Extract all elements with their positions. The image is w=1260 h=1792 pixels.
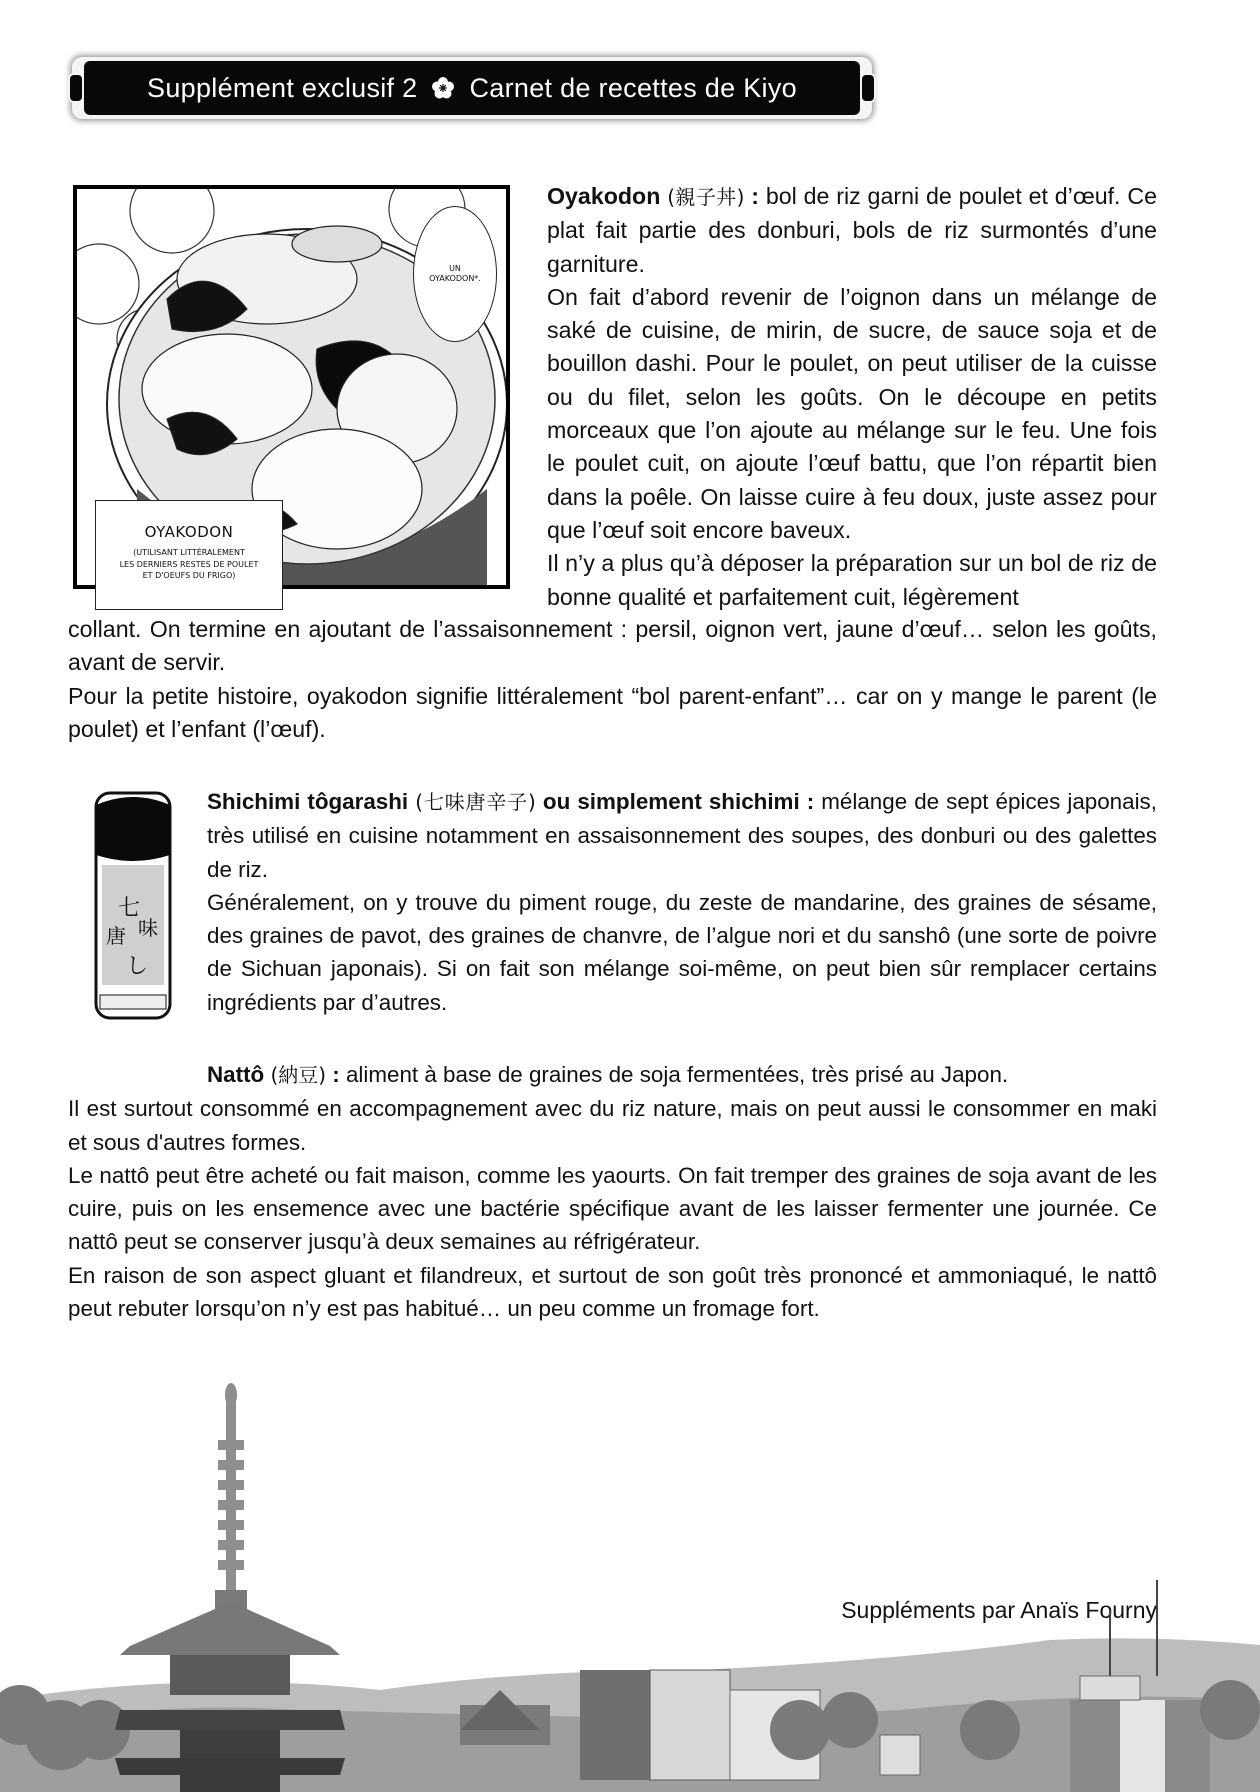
oyakodon-entry (547, 180, 1157, 614)
oyakodon-entry-continued (68, 613, 1157, 746)
shichimi-entry (207, 785, 1157, 1019)
entry-term: Shichimi tôgarashi (207, 789, 409, 814)
entry-kanji: (親子丼) (667, 185, 745, 209)
entry-paragraph: En raison de son aspect gluant et filandreux, et surtout de son goût très prononcé et ammoniaqué, le nattô peut rebuter lorsqu’on n’y est pas habitué… un peu comme un fromage fort. (68, 1262, 1157, 1322)
banner-notch-right (860, 73, 876, 103)
entry-kanji: (納豆) (270, 1063, 327, 1087)
section-title-banner (72, 57, 872, 119)
entry-paragraph: Généralement, on y trouve du piment rouge, du zeste de mandarine, des graines de sésame, des graines de pavot, des graines de chanvre, de l’algue nori et du sanshô (une sorte de poivre de Sichuan japonais). Si on fait son mélange soi-même, on peut bien sûr remplacer certains ingrédients par d’autres. (207, 889, 1157, 1015)
caption-line: ET D'OEUFS DU FRIGO) (142, 571, 236, 581)
entry-paragraph: collant. On termine en ajoutant de l’assaisonnement : persil, oignon vert, jaune d’œuf… selon les goûts, avant de servir. (68, 616, 1157, 676)
panel-caption-box (95, 500, 283, 610)
entry-colon: : (326, 1062, 340, 1087)
entry-term-suffix: ou simplement shichimi (535, 789, 800, 814)
entry-paragraph: Pour la petite histoire, oyakodon signifie littéralement “bol parent-enfant”… car on y mange le parent (le poulet) et l’enfant (l’œuf). (68, 682, 1157, 742)
entry-definition: bol de riz garni de poulet et d’œuf. Ce plat fait partie des donburi, bols de riz surmontés d’une garniture. (547, 183, 1157, 277)
svg-text:し: し (126, 954, 149, 979)
caption-line: LES DERNIERS RESTES DE POULET (119, 559, 259, 569)
entry-term: Nattô (207, 1062, 265, 1087)
entry-term: Oyakodon (547, 183, 661, 209)
entry-colon: : (799, 789, 815, 814)
shichimi-bottle-illustration (88, 785, 178, 1025)
entry-paragraph: Il est surtout consommé en accompagnement avec du riz nature, mais on peut aussi le consommer en maki et sous d'autres formes. (68, 1096, 1157, 1155)
banner-notch-left (68, 73, 84, 103)
svg-text:唐: 唐 (106, 924, 126, 948)
speech-line: UN (449, 263, 461, 273)
entry-definition: aliment à base de graines de soja fermentées, très prisé au Japon. (339, 1062, 1009, 1087)
speech-bubble (413, 206, 497, 342)
banner-content (84, 61, 860, 115)
svg-text:味: 味 (138, 916, 158, 940)
entry-kanji: (七味唐辛子) (415, 790, 536, 814)
entry-paragraph: On fait d’abord revenir de l’oignon dans un mélange de saké de cuisine, de mirin, de sucre, de sauce soja et de bouillon dashi. Pour le poulet, on peut utiliser de la cuisse ou du filet, selon les goûts. On le découpe en petits morceaux que l’on ajoute au mélange sur le feu. Une fois le poulet cuit, on ajoute l’œuf battu, que l’on répartit bien dans la poêle. On laisse cuire à feu doux, juste assez pour que l’œuf soit encore baveux. (547, 283, 1157, 543)
entry-colon: : (744, 183, 759, 209)
page-title: Carnet de recettes de Kiyo (469, 72, 797, 103)
entry-paragraph: Il n’y a plus qu’à déposer la préparation sur un bol de riz de bonne qualité et parfaitement cuit, légèrement (547, 550, 1157, 610)
caption-title: OYAKODON (144, 523, 234, 541)
svg-text:七: 七 (118, 896, 141, 921)
caption-line: (UTILISANT LITTÉRALEMENT (133, 548, 245, 557)
plum-blossom-icon (431, 76, 455, 100)
entry-definition: mélange de sept épices japonais, très utilisé en cuisine notamment en assaisonnement des soupes, des donburi ou des galettes de riz. (207, 789, 1157, 882)
natto-entry (68, 1058, 1157, 1325)
supplement-label: Supplément exclusif 2 (147, 72, 418, 103)
caption-subtitle (120, 547, 259, 582)
kyoto-pagoda-skyline-illustration (0, 1370, 1260, 1792)
speech-line: OYAKODON*. (429, 274, 481, 283)
entry-paragraph: Le nattô peut être acheté ou fait maison, comme les yaourts. On fait tremper des graines de soja avant de les cuire, puis on les ensemence avec une bactérie spécifique avant de les laisser fermenter une journée. Ce nattô peut se conserver jusqu’à deux semaines au réfrigérateur. (68, 1162, 1157, 1255)
author-credit: Suppléments par Anaïs Fourny (841, 1597, 1157, 1623)
